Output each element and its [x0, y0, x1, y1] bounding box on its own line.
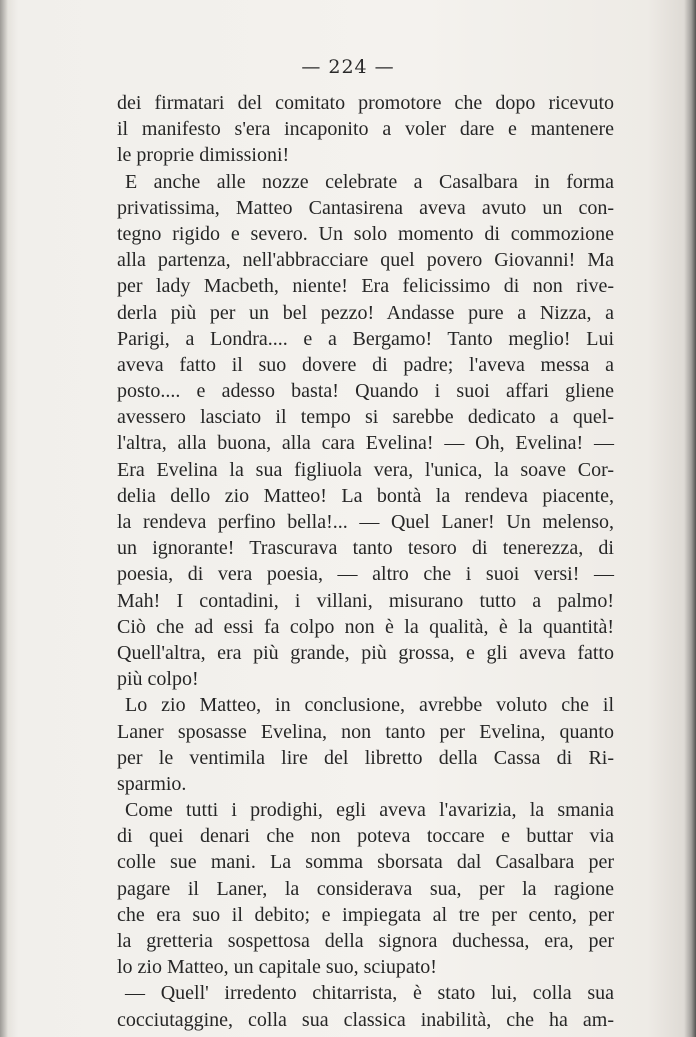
text-line: la gretteria sospettosa della signora duchessa, era, per — [117, 930, 614, 952]
text-line: E anche alle nozze celebrate a Casalbara in forma — [125, 170, 614, 193]
text-line: di quei denari che non poteva toccare e buttar via — [117, 825, 614, 848]
left-page-shadow — [0, 0, 8, 1037]
text-line: per le ventimila lire del libretto della Cassa di Ri- — [117, 746, 614, 769]
text-line: per lady Macbeth, niente! Era felicissimo di non rive- — [117, 275, 614, 298]
text-line: cocciutaggine, colla sua classica inabilità, che ha am- — [117, 1008, 614, 1031]
body-text — [117, 90, 614, 1033]
text-line: un ignorante! Trascurava tanto tesoro di tenerezza, di — [117, 537, 614, 560]
text-line: che era suo il debito; e impiegata al tre per cento, per — [117, 903, 614, 926]
text-line: privatissima, Matteo Cantasirena aveva avuto un con- — [117, 196, 614, 219]
text-line: derla più per un bel pezzo! Andasse pure a Nizza, a — [117, 301, 614, 324]
text-line: le proprie dimissioni! — [117, 144, 290, 167]
text-line: Era Evelina la sua figliuola vera, l'unica, la soave Cor- — [117, 458, 614, 481]
text-line: Laner sposasse Evelina, non tanto per Evelina, quanto — [117, 720, 614, 743]
text-line: poesia, di vera poesia, — altro che i suoi versi! — — [117, 563, 614, 586]
text-line: colle sue mani. La somma sborsata dal Casalbara per — [117, 851, 614, 874]
text-line: posto.... e adesso basta! Quando i suoi affari gliene — [117, 380, 614, 403]
text-line: la rendeva perfino bella!... — Quel Laner! Un melenso, — [117, 511, 614, 533]
text-line: il manifesto s'era incaponito a voler dare e mantenere — [117, 118, 614, 141]
right-page-edge — [684, 0, 696, 1037]
text-line: aveva fatto il suo dovere di padre; l'aveva messa a — [117, 353, 614, 376]
text-line: tegno rigido e severo. Un solo momento di commozione — [117, 222, 614, 245]
text-line: — Quell' irredento chitarrista, è stato lui, colla sua — [125, 982, 614, 1005]
text-line: Come tutti i prodighi, egli aveva l'avarizia, la smania — [125, 799, 614, 822]
text-line: lo zio Matteo, un capitale suo, sciupato! — [117, 956, 437, 979]
text-line: pagare il Laner, la considerava sua, per la ragione — [117, 877, 614, 900]
text-line: l'altra, alla buona, alla cara Evelina! — Oh, Evelina! — — [117, 432, 614, 455]
text-line: Lo zio Matteo, in conclusione, avrebbe voluto che il — [125, 694, 614, 717]
text-line: delia dello zio Matteo! La bontà la rendeva piacente, — [117, 484, 614, 507]
text-line: alla partenza, nell'abbracciare quel povero Giovanni! Ma — [117, 249, 614, 272]
text-line: Mah! I contadini, i villani, misurano tutto a palmo! — [117, 589, 614, 612]
text-line: Ciò che ad essi fa colpo non è la qualità, è la quantità! — [117, 615, 614, 638]
text-line: dei firmatari del comitato promotore che dopo ricevuto — [117, 92, 614, 114]
text-line: sparmio. — [117, 772, 187, 795]
page-number: — 224 — — [301, 56, 395, 78]
text-line: Parigi, a Londra.... e a Bergamo! Tanto meglio! Lui — [117, 327, 614, 350]
text-line: avessero lasciato il tempo si sarebbe dedicato a quel- — [117, 406, 614, 429]
text-line: più colpo! — [117, 668, 199, 691]
text-line: Quell'altra, era più grande, più grossa, e gli aveva fatto — [117, 641, 614, 664]
